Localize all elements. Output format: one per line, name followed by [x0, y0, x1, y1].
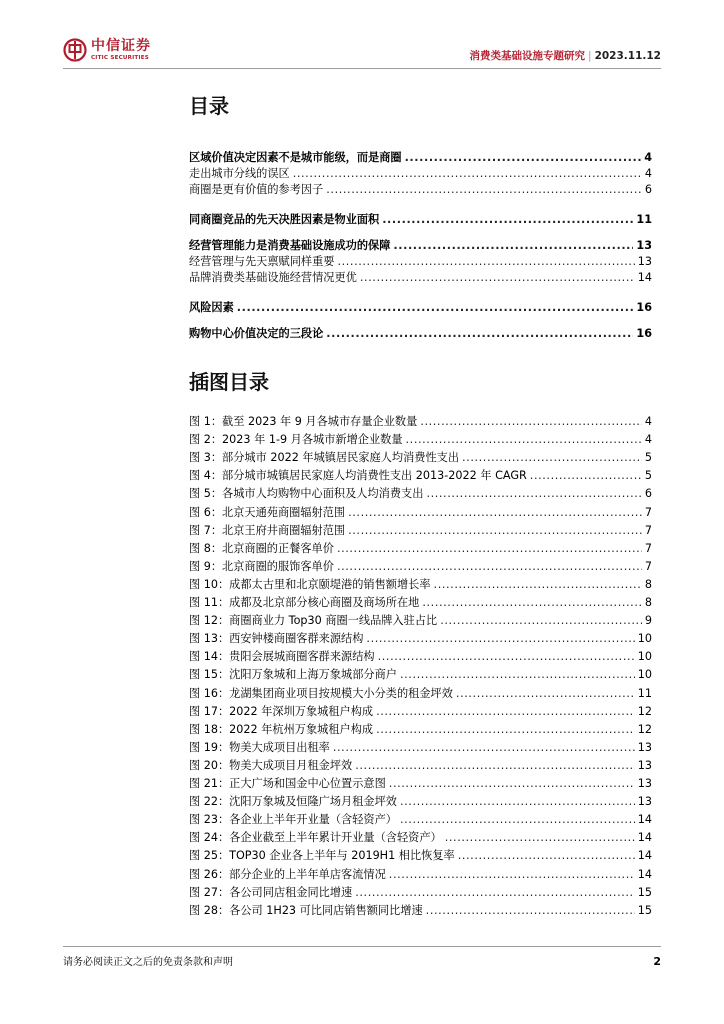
figure-entry-title: 图 23：各企业上半年开业量（含轻资产） [189, 813, 397, 826]
dot-leader [376, 704, 635, 720]
disclaimer-note: 请务必阅读正文之后的免责条款和声明 [63, 957, 233, 968]
figure-entry-page: 14 [637, 831, 652, 844]
dot-leader [378, 649, 635, 665]
figure-entry-title: 图 12：商圈商业力 Top30 商圈一线品牌入驻占比 [189, 614, 438, 627]
toc-entry-page: 16 [636, 301, 652, 314]
dot-leader [445, 830, 635, 846]
dot-leader [426, 903, 635, 919]
figure-entry-page: 14 [637, 868, 652, 881]
report-series: 消费类基础设施专题研究 [469, 50, 586, 62]
figure-entry-page: 5 [644, 469, 652, 482]
toc-entry-page: 4 [644, 151, 652, 164]
figure-entry[interactable] [189, 812, 652, 828]
dot-leader [348, 505, 642, 521]
figure-entry-title: 图 27：各公司同店租金同比增速 [189, 886, 353, 899]
figure-entry[interactable] [189, 523, 652, 539]
toc-entry-page: 4 [644, 167, 652, 180]
toc-entry-page: 13 [637, 255, 652, 268]
figure-entry-page: 10 [637, 668, 652, 681]
logo-english-name: CITIC SECURITIES [91, 55, 149, 61]
report-info [470, 50, 661, 62]
dot-leader [376, 722, 635, 738]
figure-entry-title: 图 2：2023 年 1-9 月各城市新增企业数量 [189, 433, 403, 446]
dot-leader [440, 613, 642, 629]
dot-leader [458, 848, 635, 864]
figure-entry[interactable] [189, 595, 652, 611]
figure-entry-title: 图 13：西安钟楼商圈客群来源结构 [189, 632, 364, 645]
figure-entry-title: 图 21：正大广场和国金中心位置示意图 [189, 777, 386, 790]
toc-entry-page: 13 [636, 239, 652, 252]
toc-entry-page: 11 [636, 213, 652, 226]
page-header [0, 0, 724, 80]
dot-leader [400, 812, 635, 828]
report-date: 2023.11.12 [594, 50, 661, 62]
figure-entry[interactable] [189, 848, 652, 864]
toc-entry[interactable] [189, 238, 652, 254]
figure-entry[interactable] [189, 704, 652, 720]
dot-leader [326, 182, 642, 198]
figure-entry-page: 7 [644, 506, 652, 519]
dot-leader [393, 238, 633, 254]
dot-leader [389, 776, 635, 792]
dot-leader [530, 468, 642, 484]
figure-entry-title: 图 10：成都太古里和北京颐堤港的销售额增长率 [189, 578, 431, 591]
dot-leader [405, 150, 642, 166]
toc-entry-title: 经营管理能力是消费基础设施成功的保障 [189, 239, 391, 252]
figure-entry[interactable] [189, 613, 652, 629]
figure-entry[interactable] [189, 686, 652, 702]
toc-entry-title: 区域价值决定因素不是城市能级，而是商圈 [189, 151, 402, 164]
dot-leader [456, 686, 635, 702]
figure-entry[interactable] [189, 541, 652, 557]
figure-entry-title: 图 1：截至 2023 年 9 月各城市存量企业数量 [189, 415, 418, 428]
header-divider [63, 68, 661, 69]
toc-entry[interactable] [189, 270, 652, 286]
dot-leader [326, 326, 633, 342]
figure-entry[interactable] [189, 667, 652, 683]
dot-leader [333, 740, 635, 756]
figure-entry-page: 7 [644, 524, 652, 537]
figure-entry-page: 4 [644, 433, 652, 446]
toc-entry[interactable] [189, 150, 652, 166]
figure-entry[interactable] [189, 867, 652, 883]
figure-entry[interactable] [189, 559, 652, 575]
dot-leader [355, 758, 635, 774]
toc-entry-title: 商圈是更有价值的参考因子 [189, 183, 324, 196]
figure-entry-title: 图 16：龙湖集团商业项目按规模大小分类的租金坪效 [189, 687, 453, 700]
dot-leader [337, 541, 642, 557]
figure-entry[interactable] [189, 830, 652, 846]
figure-entry-page: 7 [644, 560, 652, 573]
toc-entry-title: 品牌消费类基础设施经营情况更优 [189, 271, 357, 284]
figure-entry[interactable] [189, 758, 652, 774]
figure-entry-title: 图 8：北京商圈的正餐客单价 [189, 542, 334, 555]
figure-entry-page: 4 [644, 415, 652, 428]
figure-entry[interactable] [189, 885, 652, 901]
toc-title: 目录 [189, 94, 229, 118]
figure-entry-title: 图 24：各企业截至上半年累计开业量（含轻资产） [189, 831, 442, 844]
figure-entry-title: 图 3：部分城市 2022 年城镇居民家庭人均消费性支出 [189, 451, 460, 464]
figure-entry-page: 11 [637, 687, 652, 700]
footer-divider [63, 946, 661, 947]
figure-entry-page: 14 [637, 849, 652, 862]
dot-leader [400, 667, 635, 683]
figure-entry-title: 图 11：成都及北京部分核心商圈及商场所在地 [189, 596, 420, 609]
figure-entry-page: 8 [644, 578, 652, 591]
citic-logo-icon [63, 38, 87, 62]
figure-entry-page: 13 [637, 759, 652, 772]
dot-leader [337, 254, 634, 270]
figure-entry[interactable] [189, 486, 652, 502]
figure-entry-title: 图 18：2022 年杭州万象城租户构成 [189, 723, 374, 736]
figure-entry[interactable] [189, 903, 652, 919]
toc-entry-title: 走出城市分线的误区 [189, 167, 290, 180]
figure-entry-title: 图 15：沈阳万象城和上海万象城部分商户 [189, 668, 397, 681]
header-separator: | [588, 50, 592, 62]
toc-entry-title: 经营管理与先天禀赋同样重要 [189, 255, 335, 268]
toc-entry-title: 风险因素 [189, 301, 234, 314]
toc-entry-title: 同商圈竞品的先天决胜因素是物业面积 [189, 213, 380, 226]
figure-entry-title: 图 7：北京王府井商圈辐射范围 [189, 524, 346, 537]
figure-entry-page: 10 [637, 650, 652, 663]
figure-entry[interactable] [189, 414, 652, 430]
figure-entry[interactable] [189, 505, 652, 521]
dot-leader [434, 577, 642, 593]
dot-leader [293, 166, 642, 182]
figure-entry-page: 10 [637, 632, 652, 645]
figure-entry-page: 5 [644, 451, 652, 464]
figure-entry-title: 图 25：TOP30 企业各上半年与 2019H1 相比恢复率 [189, 849, 455, 862]
figure-entry-page: 15 [637, 886, 652, 899]
dot-leader [426, 486, 641, 502]
figure-entry[interactable] [189, 468, 652, 484]
dot-leader [355, 885, 635, 901]
dot-leader [237, 300, 634, 316]
toc-entry[interactable] [189, 166, 652, 182]
dot-leader [406, 432, 642, 448]
figure-entry-title: 图 14：贵阳会展城商圈客群来源结构 [189, 650, 375, 663]
figure-list-title: 插图目录 [189, 370, 269, 394]
dot-leader [360, 270, 635, 286]
figure-entry-title: 图 22：沈阳万象城及恒隆广场月租金坪效 [189, 795, 397, 808]
dot-leader [382, 212, 633, 228]
dot-leader [348, 523, 642, 539]
dot-leader [420, 414, 642, 430]
figure-entry-page: 13 [637, 795, 652, 808]
figure-entry[interactable] [189, 649, 652, 665]
toc-entry-title: 购物中心价值决定的三段论 [189, 327, 324, 340]
toc-entry[interactable] [189, 254, 652, 270]
dot-leader [366, 631, 634, 647]
figure-entry[interactable] [189, 722, 652, 738]
dot-leader [337, 559, 642, 575]
figure-entry-title: 图 5：各城市人均购物中心面积及人均消费支出 [189, 487, 424, 500]
figure-entry[interactable] [189, 776, 652, 792]
figure-entry[interactable] [189, 432, 652, 448]
dot-leader [462, 450, 642, 466]
figure-entry[interactable] [189, 577, 652, 593]
figure-entry-page: 12 [637, 705, 652, 718]
logo-chinese-name: 中信证券 [91, 38, 151, 54]
figure-entry-page: 13 [637, 777, 652, 790]
figure-entry-title: 图 19：物美大成项目出租率 [189, 741, 330, 754]
figure-entry-page: 13 [637, 741, 652, 754]
figure-entry[interactable] [189, 450, 652, 466]
figure-entry-title: 图 26：部分企业的上半年单店客流情况 [189, 868, 386, 881]
toc-entry-page: 6 [644, 183, 652, 196]
figure-entry-title: 图 17：2022 年深圳万象城租户构成 [189, 705, 374, 718]
figure-entry[interactable] [189, 794, 652, 810]
figure-entry-page: 9 [644, 614, 652, 627]
figure-entry-title: 图 20：物美大成项目月租金坪效 [189, 759, 353, 772]
figure-entry-page: 14 [637, 813, 652, 826]
figure-entry-title: 图 28：各公司 1H23 可比同店销售额同比增速 [189, 904, 423, 917]
toc-entry[interactable] [189, 300, 652, 316]
figure-entry-page: 7 [644, 542, 652, 555]
figure-entry-page: 15 [637, 904, 652, 917]
dot-leader [422, 595, 642, 611]
figure-entry[interactable] [189, 631, 652, 647]
toc-entry[interactable] [189, 182, 652, 198]
figure-entry-page: 8 [644, 596, 652, 609]
toc-entry-page: 14 [637, 271, 652, 284]
figure-entry-page: 12 [637, 723, 652, 736]
toc-entry[interactable] [189, 326, 652, 342]
page-number: 2 [653, 955, 661, 968]
figure-entry-title: 图 6：北京天通苑商圈辐射范围 [189, 506, 346, 519]
figure-entry[interactable] [189, 740, 652, 756]
toc-entry-page: 16 [636, 327, 652, 340]
toc-entry[interactable] [189, 212, 652, 228]
figure-entry-title: 图 9：北京商圈的服饰客单价 [189, 560, 334, 573]
figure-entry-page: 6 [644, 487, 652, 500]
dot-leader [389, 867, 635, 883]
dot-leader [400, 794, 635, 810]
figure-entry-title: 图 4：部分城市城镇居民家庭人均消费性支出 2013-2022 年 CAGR [189, 469, 527, 482]
